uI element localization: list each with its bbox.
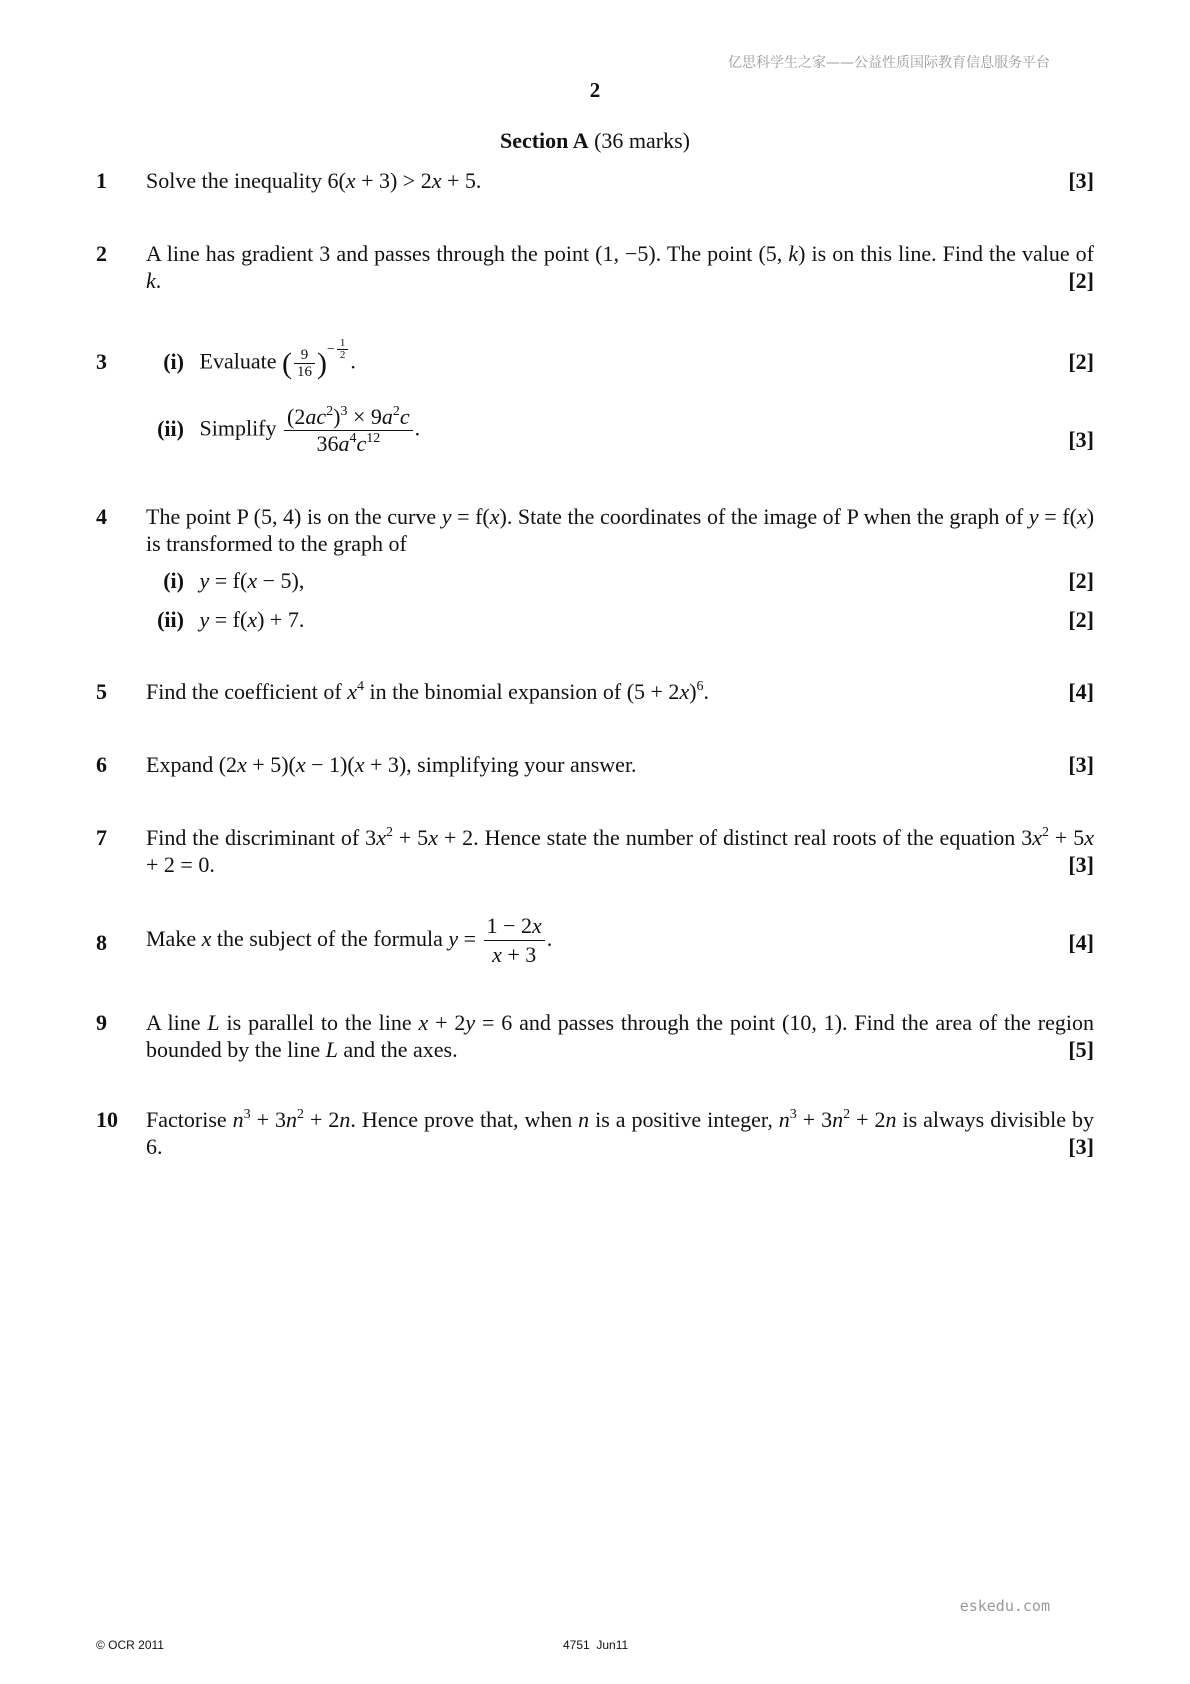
question-4-part-i (96, 567, 1094, 594)
marks: [3] (1068, 1134, 1094, 1159)
question-3-part-ii: (ii) Simplify $\frac{(2ac^2)^3 \times 9a^2c}{36a^4c^{12}}$ . [3] (146, 404, 1094, 457)
question-number: 4 (96, 504, 107, 529)
marks: [5] (1068, 1037, 1094, 1062)
question-number: 1 (96, 168, 107, 193)
footer-watermark: eskedu.com (959, 1597, 1050, 1615)
question-5 (96, 678, 1094, 705)
question-3-part-i: (i) Evaluate ( $\frac{9}{16}$ )$^{- \frac{1}{2}}$ . [2] (146, 338, 1094, 380)
marks: [3] (1068, 168, 1094, 193)
question-number: 8 (96, 930, 107, 955)
question-1 (96, 167, 1094, 194)
question-9 (96, 1009, 1094, 1063)
question-text: Find the discriminant of $3x^2 + 5x + 2$. Hence state the number of distinct real roots of the equation $3x^2 + 5x + 2 = 0$. [3] (146, 825, 1094, 877)
section-title-bold: Section A (499, 128, 589, 153)
part-label: (i) (163, 348, 184, 374)
marks: [2] (1068, 568, 1094, 593)
question-number: 2 (96, 241, 107, 266)
question-2 (96, 240, 1094, 294)
question-7 (96, 824, 1094, 878)
question-6 (96, 751, 1094, 778)
marks: [2] (1068, 349, 1094, 374)
question-number: 6 (96, 752, 107, 777)
question-number: 10 (96, 1107, 118, 1132)
question-10 (96, 1106, 1094, 1160)
header-watermark: 亿思科学生之家——公益性质国际教育信息服务平台 (728, 55, 1050, 71)
question-text: Expand (2x + 5)(x − 1)(x + 3), simplifying your answer. (146, 752, 637, 777)
marks: [3] (1068, 852, 1094, 877)
question-text: Find the coefficient of $x^4$ in the binomial expansion of $(5 + 2x)^6$. (146, 679, 710, 704)
part-text: Simplify (199, 415, 277, 441)
marks: [4] (1068, 679, 1094, 704)
question-text: A line has gradient 3 and passes through the point (1, −5). The point (5, k) is on this line. Find the value of k. [2] (146, 241, 1094, 293)
question-number: 7 (96, 825, 107, 850)
question-8 (96, 912, 1094, 969)
footer-copyright: © OCR 2011 (96, 1638, 164, 1652)
page-number: 2 (589, 78, 601, 102)
marks: [4] (1068, 930, 1094, 955)
part-text: y = f(x − 5), (199, 568, 305, 593)
part-label: (ii) (157, 607, 184, 632)
marks: [3] (1068, 752, 1094, 777)
question-number: 5 (96, 679, 107, 704)
question-number: 3 (96, 349, 107, 374)
question-text: Factorise $n^3 + 3n^2 + 2n$. Hence prove that, when n is a positive integer, $n^3 + 3n^2 + 2n$ is always divisible by 6. [3] (146, 1107, 1094, 1159)
part-text: Evaluate (199, 348, 277, 374)
question-3 (96, 338, 1094, 478)
question-number: 9 (96, 1010, 107, 1035)
part-label: (ii) (157, 415, 184, 441)
question-4 (96, 503, 1094, 557)
marks: [2] (1068, 268, 1094, 293)
question-text: Solve the inequality 6(x + 3) > 2x + 5. (146, 168, 482, 193)
part-label: (i) (163, 568, 184, 593)
part-text: y = f(x) + 7. (199, 607, 305, 632)
question-text: The point P (5, 4) is on the curve y = f(x). State the coordinates of the image of P when the graph of y = f(x) is transformed to the graph of (146, 504, 1095, 556)
section-title-marks: (36 marks) (594, 128, 691, 153)
section-title (0, 128, 1190, 154)
question-4-part-ii (96, 606, 1094, 633)
marks: [2] (1068, 607, 1094, 632)
marks: [3] (1068, 427, 1094, 452)
footer-paper-code: 4751 Jun11 (563, 1638, 629, 1652)
question-text: A line L is parallel to the line x + 2y = 6 and passes through the point (10, 1). Find the area of the region bounded by the line L and the axes. [5] (146, 1010, 1094, 1062)
question-text: Make x the subject of the formula y = $\frac{1 - 2x}{x + 3}$ . (146, 913, 553, 967)
